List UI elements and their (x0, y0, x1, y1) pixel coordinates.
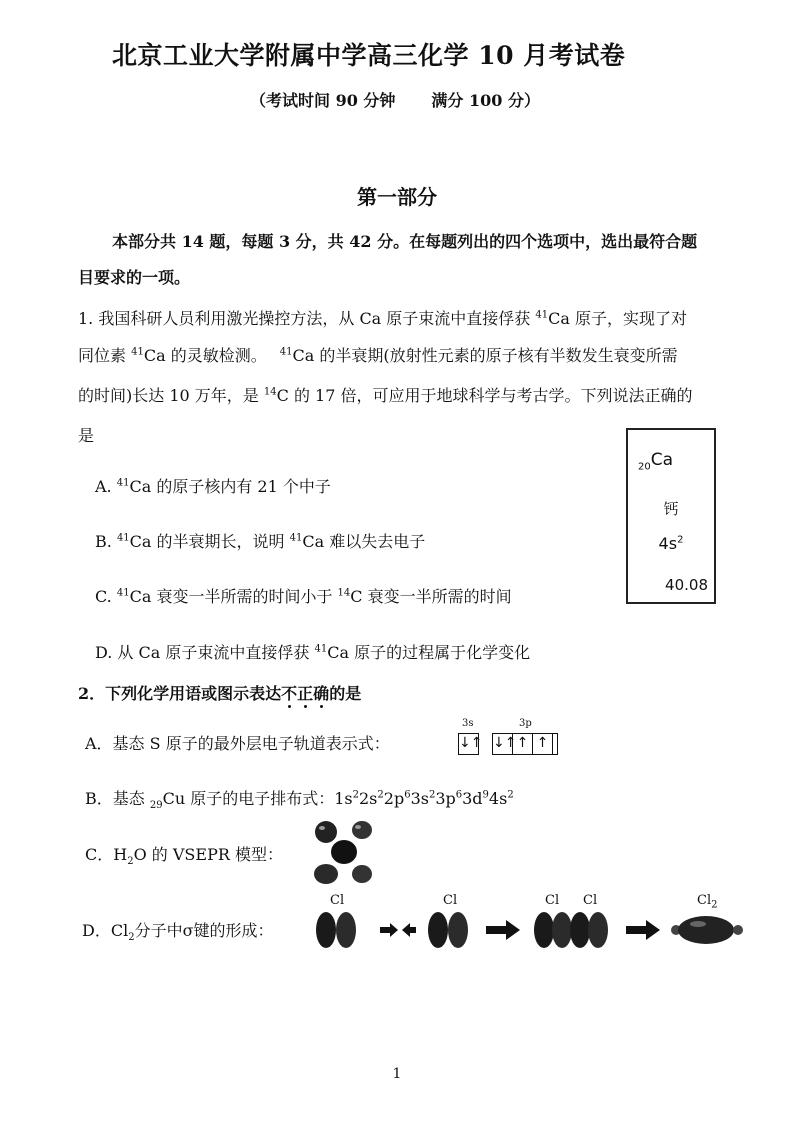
q1-line3-b: C 的 17 倍，可应用于地球科学与考古学。下列说法正确的 (276, 386, 693, 405)
element-chinese-name: 钙 (663, 500, 679, 518)
config-sup: 2 (677, 534, 684, 546)
orbital-label-3s: 3s (462, 718, 474, 729)
cl-atom-label: Cl (443, 893, 458, 908)
option-text: Ca 的半衰期长，说明 (129, 532, 290, 551)
q2-option-a[interactable]: A．基态 S 原子的最外层电子轨道表示式： (85, 734, 390, 753)
electron-config (334, 789, 513, 808)
subscript: 2 (127, 856, 134, 868)
q1-line1-text: 1. 我国科研人员利用激光操控方法，从 Ca 原子束流中直接俘获 (78, 309, 536, 328)
element-symbol (638, 450, 674, 473)
q1-option-c[interactable] (95, 584, 512, 607)
q1-line2-a: 同位素 (78, 346, 132, 365)
exam-title: 北京工业大学附属中学高三化学 10 月考试卷 (112, 41, 626, 70)
orbital-electrons: 2 (352, 789, 359, 801)
page-number: 1 (392, 1066, 402, 1082)
orbital-term: 4s (488, 789, 508, 808)
cl2-text: Cl (697, 893, 712, 908)
emphasis-char: 正 (297, 684, 314, 703)
isotope-mass: 41 (279, 346, 293, 358)
option-text: Ca 难以失去电子 (302, 532, 426, 551)
isotope-mass: 41 (314, 643, 328, 655)
q1-option-b[interactable] (95, 529, 425, 552)
option-text: Cu 原子的电子排布式： (162, 789, 335, 808)
option-text: Ca 的原子核内有 21 个中子 (129, 477, 331, 496)
option-letter: C. (95, 587, 117, 606)
q2-stem-text: 2．下列化学用语或图示表达 (78, 684, 282, 703)
q1-line1-text-b: Ca 原子，实现了对 (548, 309, 688, 328)
orbital-box: ↑ (532, 733, 553, 755)
section-intro-line2: 目要求的一项。 (78, 268, 191, 287)
cl2-molecule-label (697, 893, 718, 911)
exam-subtitle (250, 88, 540, 111)
atomic-number: 20 (638, 461, 651, 473)
option-text: B．基态 (85, 789, 150, 808)
orbital-label-3p: 3p (519, 718, 532, 729)
q2-stem-text: 的是 (329, 684, 362, 703)
isotope-mass: 14 (337, 587, 351, 599)
option-text: C．H (85, 845, 128, 864)
option-text: D．Cl (82, 921, 129, 940)
orbital-box-edge (552, 733, 558, 755)
isotope-mass: 41 (289, 532, 303, 544)
cl-atom-label: Cl (545, 893, 560, 908)
isotope-mass: 41 (535, 309, 549, 321)
orbital-electrons: 2 (377, 789, 384, 801)
q1-line2-b: Ca 的灵敏检测。 (143, 346, 272, 365)
orbital-term: 2s (359, 789, 378, 808)
section-intro-line1: 本部分共 14 题，每题 3 分，共 42 分。在每题列出的四个选项中，选出最符合题 (112, 232, 698, 251)
orbital-box: ↓↑ (458, 733, 479, 755)
q1-line1 (78, 309, 687, 329)
orbital-box: ↑ (512, 733, 533, 755)
option-text: C 衰变一半所需的时间 (350, 587, 512, 606)
cl2-sub: 2 (711, 899, 718, 911)
isotope-mass: 41 (116, 477, 130, 489)
q2-option-b[interactable] (85, 786, 514, 812)
orbital-term: 1s (334, 789, 353, 808)
option-letter: B. (95, 532, 117, 551)
q1-line3-a: 的时间)长达 10 万年，是 (78, 386, 264, 405)
isotope-mass: 41 (131, 346, 144, 358)
orbital-term: 3s (410, 789, 429, 808)
periodic-element-card (626, 428, 716, 604)
orbital-term: 3p (435, 789, 456, 808)
q1-option-d[interactable] (95, 640, 530, 663)
config-text: 4s (658, 534, 678, 553)
orbital-term: 2p (383, 789, 405, 808)
option-letter: A. (95, 477, 117, 496)
option-text: Ca 衰变一半所需的时间小于 (129, 587, 338, 606)
sigma-bond-diagram (314, 908, 754, 952)
section-title: 第一部分 (357, 185, 437, 209)
exam-time: （考试时间 90 分钟 (250, 91, 396, 110)
element-mass: 40.08 (665, 576, 708, 594)
q2-stem (78, 684, 361, 704)
cl-atom-label: Cl (330, 893, 345, 908)
vsepr-model-image (312, 818, 376, 886)
option-text: D. 从 Ca 原子束流中直接俘获 (95, 643, 315, 662)
q2-option-d[interactable] (82, 918, 274, 944)
orbital-electrons: 2 (507, 789, 514, 801)
element-symbol-text: Ca (650, 450, 674, 470)
orbital-term: 3d (462, 789, 483, 808)
isotope-mass: 14 (263, 386, 277, 398)
cl-atom-label: Cl (583, 893, 598, 908)
subscript: 2 (128, 932, 135, 944)
q2-option-c[interactable] (85, 842, 283, 868)
emphasis-char: 不 (281, 684, 298, 703)
element-config (628, 534, 714, 553)
orbital-electrons: 6 (404, 789, 411, 801)
orbital-box: ↓↑ (492, 733, 513, 755)
orbital-electrons: 2 (428, 789, 436, 801)
option-text: 分子中σ键的形成： (134, 921, 274, 940)
atomic-number: 29 (149, 800, 163, 812)
isotope-mass: 41 (116, 587, 130, 599)
q1-line2 (78, 346, 678, 366)
q1-line4: 是 (78, 426, 95, 445)
q1-line3 (78, 386, 692, 406)
option-text: Ca 原子的过程属于化学变化 (327, 643, 531, 662)
option-text: O 的 VSEPR 模型： (133, 845, 283, 864)
exam-score: 满分 100 分） (431, 91, 540, 110)
isotope-mass: 41 (116, 532, 130, 544)
emphasis-char: 确 (313, 684, 330, 703)
q1-line2-c: Ca 的半衰期(放射性元素的原子核有半数发生衰变所需 (292, 346, 678, 365)
orbital-electrons: 9 (482, 789, 489, 801)
orbital-electrons: 6 (455, 789, 463, 801)
q1-option-a[interactable] (95, 474, 331, 497)
